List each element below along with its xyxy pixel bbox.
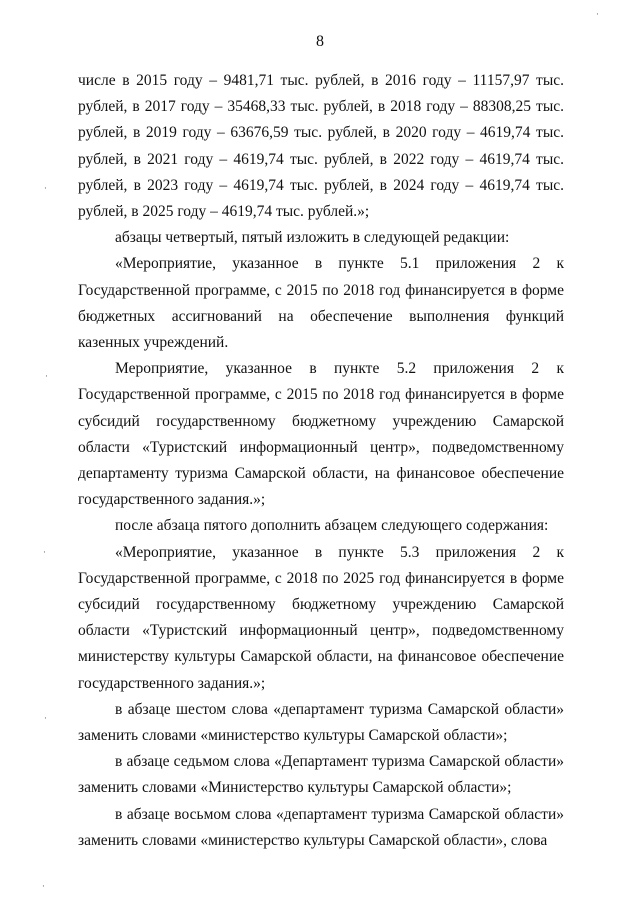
paragraph-measure-5-2: Мероприятие, указанное в пункте 5.2 приложения 2 к Государственной программе, с 2015 по 2018 год финансируется в форме субсидий государственному бюджетному учреждению Самарской области «Туристский информационный центр», подведомственному департаменту туризма Самарской области, на финансовое обеспечение государственного задания.»;	[78, 360, 564, 509]
scan-speck: ·	[45, 372, 48, 382]
paragraph-add-after-fifth: после абзаца пятого дополнить абзацем следующего содержания:	[115, 517, 549, 535]
paragraph-measure-5-3: «Мероприятие, указанное в пункте 5.3 приложения 2 к Государственной программе, с 2018 по 2025 год финансируется в форме субсидий государственному бюджетному учреждению Самарской области «Туристский информационный центр», подведомственному министерству культуры Самарской области, на финансовое обеспечение государственного задания.»;	[78, 543, 564, 692]
page-number: 8	[316, 33, 324, 50]
paragraph-amend-fourth-fifth: абзацы четвертый, пятый изложить в следующей редакции:	[115, 229, 510, 247]
paragraph-measure-5-1: «Мероприятие, указанное в пункте 5.1 приложения 2 к Государственной программе, с 2015 по 2018 год финансируется в форме бюджетных ассигнований на обеспечение выполнения функций казенных учреждений.	[78, 255, 564, 352]
paragraph-seventh-replace: в абзаце седьмом слова «Департамент туризма Самарской области» заменить словами «Министерство культуры Самарской области»;	[78, 753, 564, 797]
scan-speck: ·	[44, 714, 47, 724]
scan-speck: ·	[42, 882, 45, 892]
scan-speck: ·	[596, 10, 599, 20]
scan-speck: ·	[44, 184, 47, 194]
document-body	[78, 68, 564, 854]
paragraph-eighth-replace: в абзаце восьмом слова «департамент туризма Самарской области» заменить словами «министерство культуры Самарской области», слова	[78, 805, 564, 849]
paragraph-continuation: числе в 2015 году – 9481,71 тыс. рублей, в 2016 году – 11157,97 тыс. рублей, в 2017 году – 35468,33 тыс. рублей, в 2018 году – 88308,25 тыс. рублей, в 2019 году – 63676,59 тыс. рублей, в 2020 году – 4619,74 тыс. рублей, в 2021 году – 4619,74 тыс. рублей, в 2022 году – 4619,74 тыс. рублей, в 2023 году – 4619,74 тыс. рублей, в 2024 году – 4619,74 тыс. рублей, в 2025 году – 4619,74 тыс. рублей.»;	[78, 72, 564, 221]
paragraph-sixth-replace: в абзаце шестом слова «департамент туризма Самарской области» заменить словами «министерство культуры Самарской области»;	[78, 700, 564, 745]
scan-speck: ·	[43, 548, 46, 558]
